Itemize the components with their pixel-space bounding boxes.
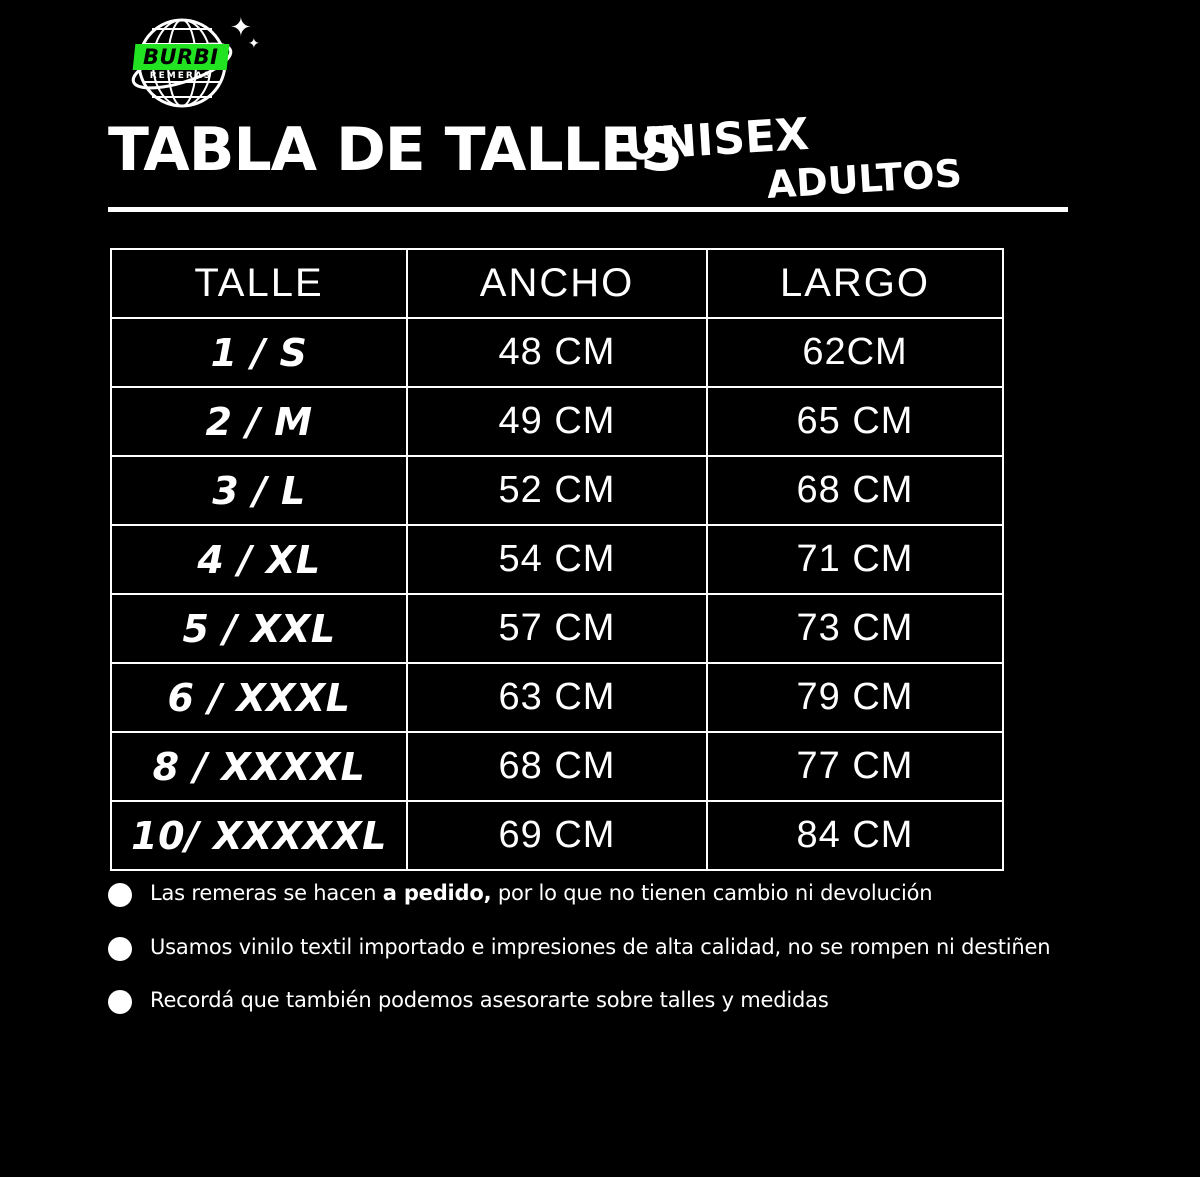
title-main: TABLA DE TALLES bbox=[108, 115, 683, 185]
bullet-icon bbox=[108, 883, 132, 907]
title-adultos: ADULTOS bbox=[765, 151, 964, 207]
cell-largo: 84 CM bbox=[707, 801, 1003, 870]
table-row bbox=[111, 732, 1003, 801]
note-text bbox=[150, 934, 1050, 962]
cell-largo: 77 CM bbox=[707, 732, 1003, 801]
cell-ancho: 48 CM bbox=[407, 318, 707, 387]
title-unisex: UNISEX bbox=[623, 108, 811, 171]
cell-ancho: 52 CM bbox=[407, 456, 707, 525]
list-item bbox=[108, 987, 1068, 1015]
cell-ancho: 49 CM bbox=[407, 387, 707, 456]
page-title bbox=[108, 108, 1088, 210]
table-header-row bbox=[111, 249, 1003, 318]
list-item bbox=[108, 880, 1068, 908]
brand-tagline: REMERAS bbox=[149, 71, 213, 81]
table-row bbox=[111, 663, 1003, 732]
brand-name: BURBI bbox=[143, 44, 219, 69]
table-row bbox=[111, 318, 1003, 387]
brand-name-badge bbox=[133, 44, 230, 70]
cell-largo: 79 CM bbox=[707, 663, 1003, 732]
note-text bbox=[150, 987, 829, 1015]
column-header-largo: LARGO bbox=[707, 249, 1003, 318]
cell-ancho: 69 CM bbox=[407, 801, 707, 870]
notes-list bbox=[108, 880, 1068, 1041]
list-item bbox=[108, 934, 1068, 962]
bullet-icon bbox=[108, 937, 132, 961]
note-text-pre: Las remeras se hacen bbox=[150, 881, 383, 905]
cell-talle: 6 / XXXL bbox=[111, 663, 407, 732]
cell-ancho: 54 CM bbox=[407, 525, 707, 594]
column-header-ancho: ANCHO bbox=[407, 249, 707, 318]
note-text-post: por lo que no tienen cambio ni devolución bbox=[491, 881, 933, 905]
cell-ancho: 57 CM bbox=[407, 594, 707, 663]
cell-largo: 73 CM bbox=[707, 594, 1003, 663]
cell-talle: 4 / XL bbox=[111, 525, 407, 594]
note-text-pre: Recordá que también podemos asesorarte sobre talles y medidas bbox=[150, 988, 829, 1013]
cell-ancho: 68 CM bbox=[407, 732, 707, 801]
cell-talle: 10/ XXXXXL bbox=[111, 801, 407, 870]
brand-logo bbox=[112, 8, 262, 116]
column-header-talle: TALLE bbox=[111, 249, 407, 318]
table-row bbox=[111, 387, 1003, 456]
cell-largo: 68 CM bbox=[707, 456, 1003, 525]
sparkle-icon: ✦ bbox=[248, 35, 260, 51]
table-row bbox=[111, 801, 1003, 870]
cell-talle: 5 / XXL bbox=[111, 594, 407, 663]
cell-talle: 2 / M bbox=[111, 387, 407, 456]
cell-talle: 8 / XXXXL bbox=[111, 732, 407, 801]
cell-talle: 1 / S bbox=[111, 318, 407, 387]
sparkle-icon: ✦ bbox=[230, 12, 252, 42]
size-table bbox=[110, 248, 1004, 871]
table-row bbox=[111, 594, 1003, 663]
bullet-icon bbox=[108, 990, 132, 1014]
table-row bbox=[111, 456, 1003, 525]
cell-largo: 65 CM bbox=[707, 387, 1003, 456]
table-row bbox=[111, 525, 1003, 594]
cell-largo: 71 CM bbox=[707, 525, 1003, 594]
cell-ancho: 63 CM bbox=[407, 663, 707, 732]
note-text-bold: a pedido, bbox=[382, 881, 492, 905]
cell-talle: 3 / L bbox=[111, 456, 407, 525]
note-text-pre: Usamos vinilo textil importado e impresiones de alta calidad, no se rompen ni destiñen bbox=[150, 934, 1051, 959]
cell-largo: 62CM bbox=[707, 318, 1003, 387]
note-text bbox=[150, 880, 932, 908]
title-divider bbox=[108, 207, 1068, 212]
